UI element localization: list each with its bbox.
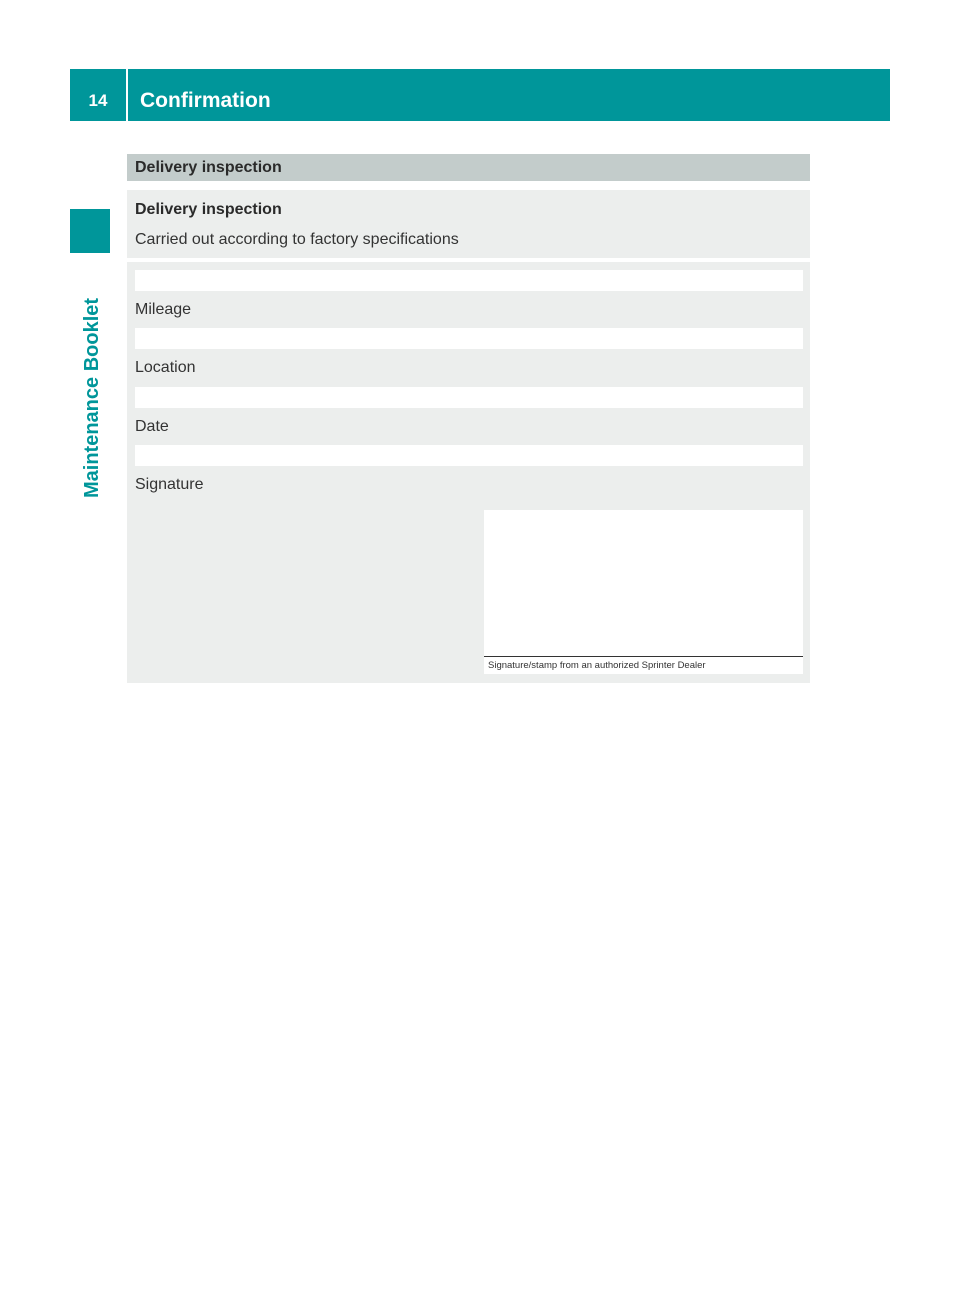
location-label: Location: [135, 359, 196, 376]
section-header: [127, 154, 810, 181]
dealer-stamp-area[interactable]: [484, 510, 803, 674]
mileage-label: Mileage: [135, 301, 192, 318]
sidebar-label: Maintenance Booklet: [81, 297, 103, 498]
inspection-description: Carried out according to factory specifications: [135, 231, 459, 248]
stamp-caption: Signature/stamp from an authorized Sprinter Dealer: [488, 660, 706, 671]
section-title: Delivery inspection: [135, 159, 282, 176]
mileage-field[interactable]: [135, 270, 803, 291]
page-header: [70, 69, 890, 121]
confirmation-form: [127, 262, 810, 683]
header-divider: [126, 69, 128, 121]
location-field[interactable]: [135, 328, 803, 349]
date-field[interactable]: [135, 387, 803, 408]
page-title: Confirmation: [140, 89, 271, 112]
inspection-info: [127, 190, 810, 258]
inspection-heading: Delivery inspection: [135, 201, 282, 218]
signature-label: Signature: [135, 476, 204, 493]
stamp-rule: [484, 656, 803, 657]
sidebar-marker: [70, 209, 110, 253]
date-label: Date: [135, 418, 169, 435]
page-number: 14: [88, 91, 108, 110]
signature-field[interactable]: [135, 445, 803, 466]
